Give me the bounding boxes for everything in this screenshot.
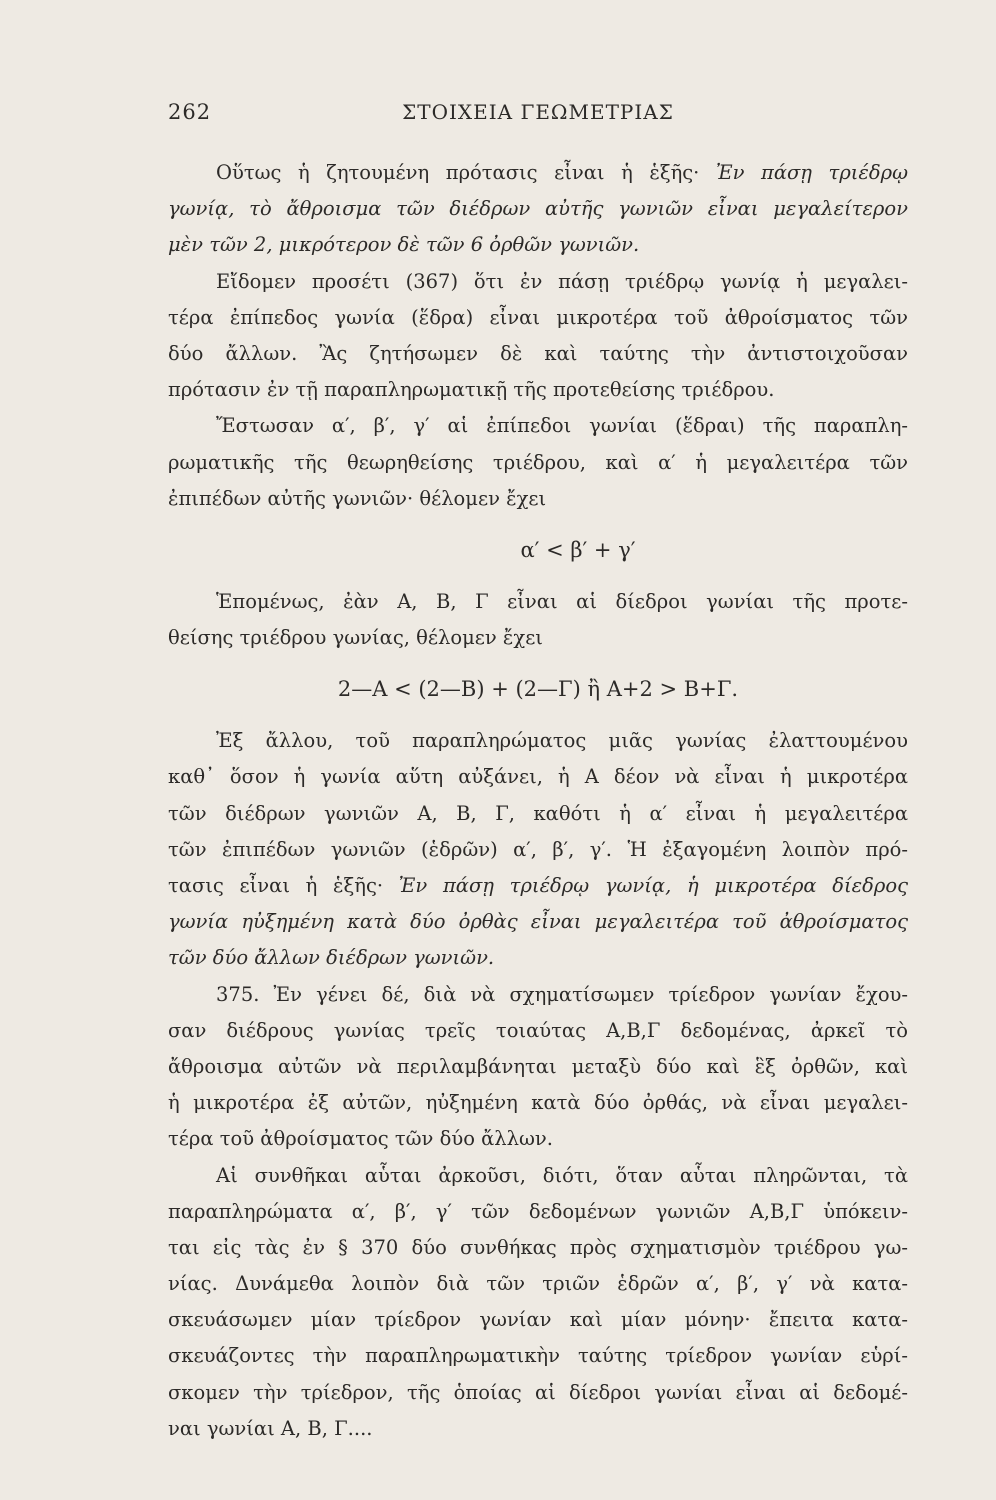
text-line: τέρα ἐπίπεδος γωνία (ἕδρα) εἶναι μικροτέρα τοῦ ἀθροίσματος τῶν — [168, 305, 908, 329]
text-line: σκευάζοντες τὴν παραπληρωματικὴν ταύτης τρίεδρον γωνίαν εὑρί- — [168, 1344, 908, 1368]
text-line: σκευάσωμεν μίαν τρίεδρον γωνίαν καὶ μίαν μόνην· ἔπειτα κατα- — [168, 1308, 908, 1332]
text-line: ρωματικῆς τῆς θεωρηθείσης τριέδρου, καὶ α′ ἡ μεγαλειτέρα τῶν — [168, 450, 908, 474]
section-375-line: 375. Ἐν γένει δέ, διὰ νὰ σχηματίσωμεν τρίεδρον γωνίαν ἔχου- — [216, 982, 908, 1006]
text-line: ἡ μικροτέρα ἐξ αὐτῶν, ηὐξημένη κατὰ δύο ὀρθάς, νὰ εἶναι μεγαλει- — [168, 1091, 908, 1115]
text-line: γωνίᾳ, τὸ ἄθροισμα τῶν διέδρων αὐτῆς γωνιῶν εἶναι μεγαλείτερον — [168, 197, 908, 221]
text-line: τῶν ἐπιπέδων γωνιῶν (ἑδρῶν) α′, β′, γ′. Ἡ ἐξαγομένη λοιπὸν πρό- — [168, 837, 908, 861]
text-line: καθ᾽ ὅσον ἡ γωνία αὕτη αὐξάνει, ἡ Α δέον νὰ εἶναι ἡ μικροτέρα — [168, 765, 908, 789]
page-number: 262 — [168, 100, 212, 124]
text-line: πρότασιν ἐν τῇ παραπληρωματικῇ τῆς προτεθείσης τριέδρου. — [168, 378, 775, 402]
text-line: θείσης τριέδρου γωνίας, θέλομεν ἔχει — [168, 626, 543, 650]
text-line: δύο ἄλλων. Ἂς ζητήσωμεν δὲ καὶ ταύτης τὴν ἀντιστοιχοῦσαν — [168, 341, 908, 365]
text-line: Εἴδομεν προσέτι (367) ὅτι ἐν πάσῃ τριέδρῳ γωνίᾳ ἡ μεγαλει- — [216, 269, 908, 293]
formula-inequality: α′ < β′ + γ′ — [520, 537, 636, 562]
text-line: ναι γωνίαι Α, Β, Γ.... — [168, 1416, 373, 1440]
text-line: τῶν διέδρων γωνιῶν Α, Β, Γ, καθότι ἡ α′ εἶναι ἡ μεγαλειτέρα — [168, 801, 908, 825]
text-line: Ἔστωσαν α′, β′, γ′ αἱ ἐπίπεδοι γωνίαι (ἕδραι) τῆς παραπλη- — [216, 414, 908, 438]
formula-dihedral: 2—Α < (2—Β) + (2—Γ) ἢ Α+2 > Β+Γ. — [337, 677, 739, 702]
text-line: παραπληρώματα α′, β′, γ′ τῶν δεδομένων γωνιῶν Α,Β,Γ ὑπόκειν- — [168, 1199, 908, 1223]
text-line: μὲν τῶν 2, μικρότερον δὲ τῶν 6 ὀρθῶν γωνιῶν. — [168, 233, 640, 257]
text-line: τῶν δύο ἄλλων διέδρων γωνιῶν. — [168, 946, 495, 970]
text-line: γωνία ηὐξημένη κατὰ δύο ὀρθὰς εἶναι μεγαλειτέρα τοῦ ἀθροίσματος — [168, 910, 908, 934]
page-title: ΣΤΟΙΧΕΙΑ ΓΕΩΜΕΤΡΙΑΣ — [402, 100, 674, 124]
body-text — [168, 155, 908, 1447]
text-line: ἐπιπέδων αὐτῆς γωνιῶν· θέλομεν ἔχει — [168, 486, 547, 510]
text-line: Αἱ συνθῆκαι αὗται ἀρκοῦσι, διότι, ὅταν αὗται πληρῶνται, τὰ — [216, 1163, 908, 1187]
text-line: Ἐξ ἄλλου, τοῦ παραπληρώματος μιᾶς γωνίας ἐλαττουμένου — [216, 729, 908, 753]
text-line: ται εἰς τὰς ἐν § 370 δύο συνθήκας πρὸς σχηματισμὸν τριέδρου γω- — [168, 1235, 908, 1259]
text-line: σκομεν τὴν τρίεδρον, τῆς ὁποίας αἱ δίεδροι γωνίαι εἶναι αἱ δεδομέ- — [168, 1380, 908, 1404]
text-line: τασις εἶναι ἡ ἑξῆς· Ἐν πάσῃ τριέδρῳ γωνίᾳ, ἡ μικροτέρα δίεδρος — [168, 874, 908, 897]
text-line: Ἑπομένως, ἐὰν Α, Β, Γ εἶναι αἱ δίεδροι γωνίαι τῆς προτε- — [216, 589, 908, 613]
text-line: νίας. Δυνάμεθα λοιπὸν διὰ τῶν τριῶν ἑδρῶν α′, β′, γ′ νὰ κατα- — [168, 1272, 908, 1296]
text-line: σαν διέδρους γωνίας τρεῖς τοιαύτας Α,Β,Γ δεδομένας, ἀρκεῖ τὸ — [168, 1018, 908, 1042]
text-line: Οὕτως ἡ ζητουμένη πρότασις εἶναι ἡ ἑξῆς· Ἐν πάσῃ τριέδρῳ — [216, 161, 908, 184]
text-line: τέρα τοῦ ἀθροίσματος τῶν δύο ἄλλων. — [168, 1127, 553, 1151]
text-line: ἄθροισμα αὐτῶν νὰ περιλαμβάνηται μεταξὺ δύο καὶ ἓξ ὀρθῶν, καὶ — [168, 1054, 908, 1078]
running-head — [168, 100, 908, 134]
